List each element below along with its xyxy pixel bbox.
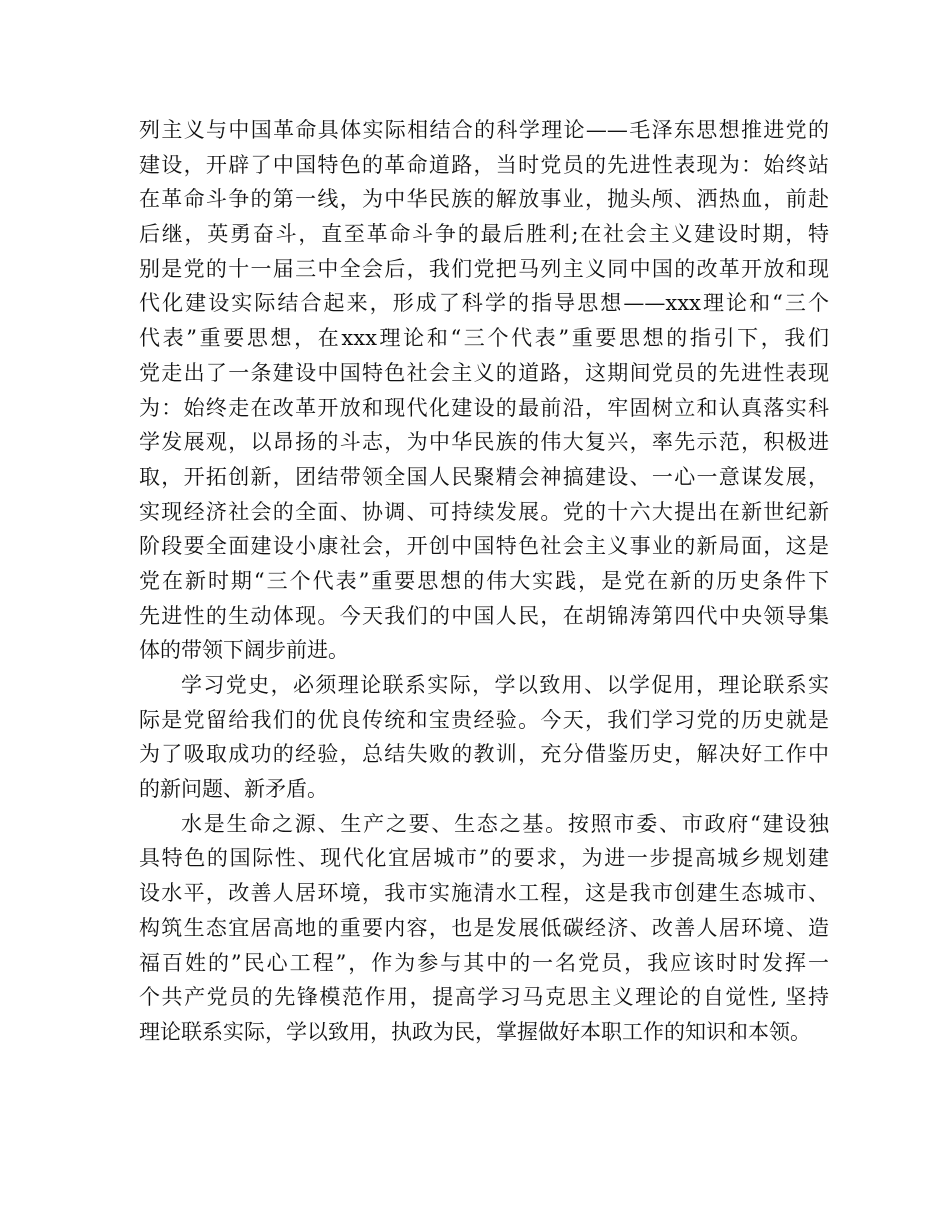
text-line: 际是党留给我们的优良传统和宝贵经验。今天，我们学习党的历史就是 <box>139 707 829 732</box>
text-line: 代化建设实际结合起来，形成了科学的指导思想——xxx理论和“三个 <box>139 291 829 316</box>
text-line: 后继，英勇奋斗，直至革命斗争的最后胜利;在社会主义建设时期，特 <box>139 222 829 247</box>
text-line: 的新问题、新矛盾。 <box>139 777 328 802</box>
paragraph-1 <box>139 113 829 668</box>
text-line: 福百姓的”民心工程”，作为参与其中的一名党员，我应该时时发挥一 <box>139 950 829 975</box>
text-line: 先进性的生动体现。今天我们的中国人民，在胡锦涛第四代中央领导集 <box>139 603 829 628</box>
text-line: 学习党史，必须理论联系实际，学以致用、以学促用，理论联系实 <box>181 673 829 697</box>
text-line: 设水平，改善人居环境，我市实施清水工程，这是我市创建生态城市、 <box>139 881 829 906</box>
text-line: 为了吸取成功的经验，总结失败的教训，充分借鉴历史，解决好工作中 <box>139 742 829 767</box>
paragraph-2 <box>139 668 829 807</box>
text-line: 在革命斗争的第一线，为中华民族的解放事业，抛头颅、洒热血，前赴 <box>139 187 829 212</box>
text-line: 代表”重要思想，在xxx理论和“三个代表”重要思想的指引下，我们 <box>139 326 829 351</box>
text-line: 别是党的十一届三中全会后，我们党把马列主义同中国的改革开放和现 <box>139 256 829 281</box>
text-line: 党在新时期“三个代表”重要思想的伟大实践，是党在新的历史条件下 <box>139 568 829 593</box>
text-line: 个共产党员的先锋模范作用，提高学习马克思主义理论的自觉性, 坚持 <box>139 985 829 1010</box>
text-line: 阶段要全面建设小康社会，开创中国特色社会主义事业的新局面，这是 <box>139 534 829 559</box>
text-line: 构筑生态宜居高地的重要内容，也是发展低碳经济、改善人居环境、造 <box>139 915 829 940</box>
text-line: 列主义与中国革命具体实际相结合的科学理论——毛泽东思想推进党的 <box>139 118 829 142</box>
text-line: 为：始终走在改革开放和现代化建设的最前沿，牢固树立和认真落实科 <box>139 395 829 420</box>
text-line: 水是生命之源、生产之要、生态之基。按照市委、市政府“建设独 <box>181 811 829 836</box>
text-line: 取，开拓创新，团结带领全国人民聚精会神搞建设、一心一意谋发展， <box>139 464 829 489</box>
paragraph-3 <box>139 807 829 1050</box>
text-line: 具特色的国际性、现代化宜居城市”的要求，为进一步提高城乡规划建 <box>139 846 829 871</box>
text-line: 建设，开辟了中国特色的革命道路，当时党员的先进性表现为：始终站 <box>139 152 829 177</box>
text-line: 理论联系实际，学以致用，执政为民，掌握做好本职工作的知识和本领。 <box>139 1019 811 1044</box>
text-line: 实现经济社会的全面、协调、可持续发展。党的十六大提出在新世纪新 <box>139 499 829 524</box>
text-line: 党走出了一条建设中国特色社会主义的道路，这期间党员的先进性表现 <box>139 360 829 385</box>
body-text <box>139 113 829 1050</box>
text-line: 学发展观，以昂扬的斗志，为中华民族的伟大复兴，率先示范，积极进 <box>139 430 829 455</box>
text-line: 体的带领下阔步前进。 <box>139 638 349 663</box>
